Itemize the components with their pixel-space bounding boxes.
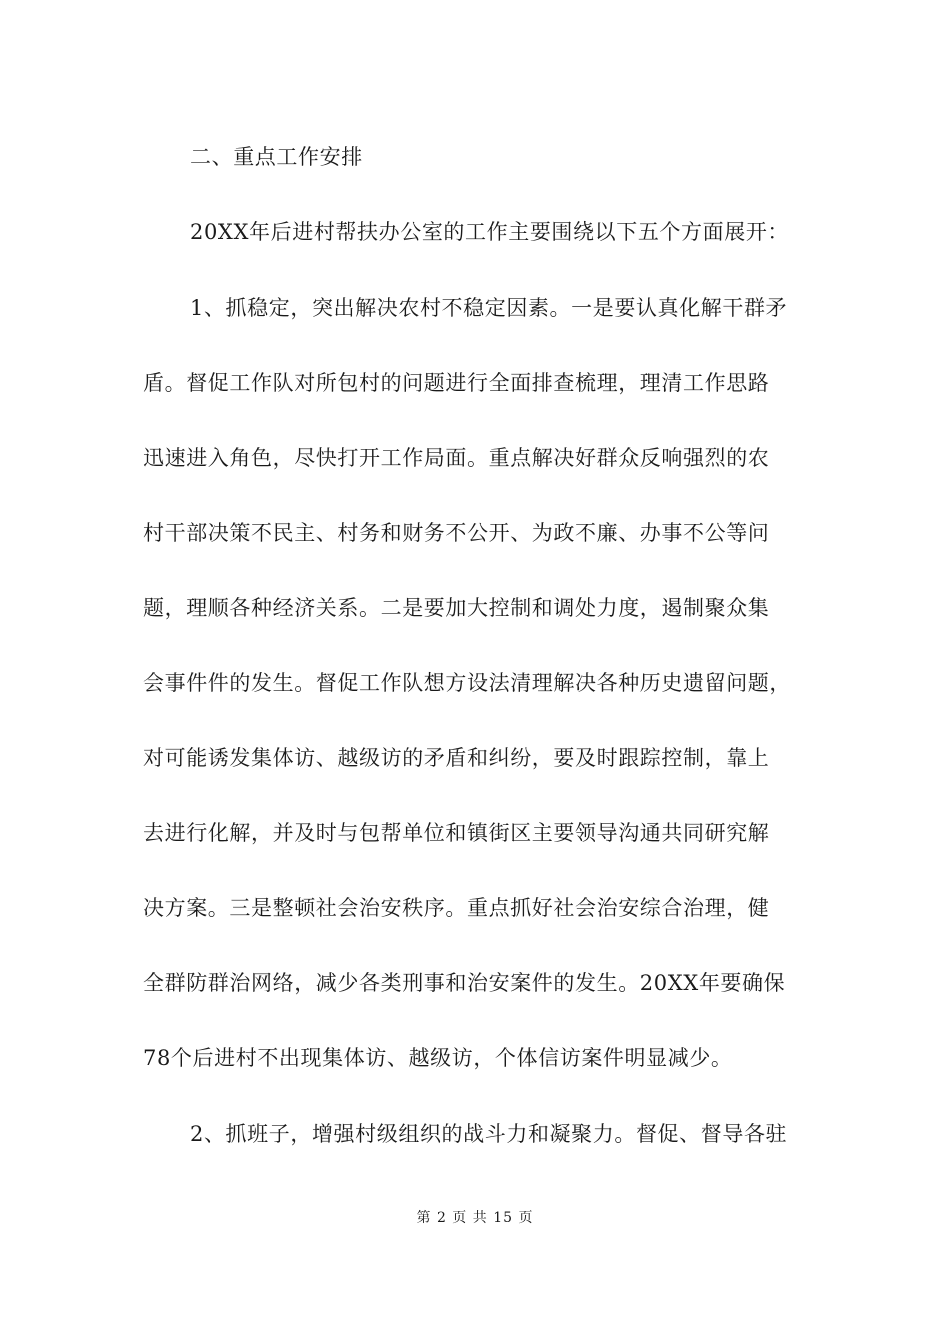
paragraph-line: 决方案。三是整顿社会治安秩序。重点抓好社会治安综合治理，健 (143, 896, 770, 920)
page-footer: 第 2 页 共 15 页 (416, 1210, 534, 1226)
paragraph-line: 78个后进村不出现集体访、越级访，个体信访案件明显减少。 (143, 1046, 733, 1070)
paragraph-line: 2、抓班子，增强村级组织的战斗力和凝聚力。督促、督导各驻 (190, 1122, 788, 1146)
paragraph-line: 去进行化解，并及时与包帮单位和镇街区主要领导沟通共同研究解 (143, 821, 770, 845)
paragraph-line: 全群防群治网络，减少各类刑事和治安案件的发生。20XX年要确保 (143, 971, 786, 995)
paragraph-line: 题，理顺各种经济关系。二是要加大控制和调处力度，遏制聚众集 (143, 596, 770, 620)
section-heading: 二、重点工作安排 (190, 145, 363, 169)
paragraph-line: 对可能诱发集体访、越级访的矛盾和纠纷，要及时跟踪控制，靠上 (143, 746, 770, 770)
paragraph-line: 20XX年后进村帮扶办公室的工作主要围绕以下五个方面展开： (190, 220, 790, 244)
paragraph-line: 盾。督促工作队对所包村的问题进行全面排查梳理，理清工作思路 (143, 371, 770, 395)
paragraph-line: 迅速进入角色，尽快打开工作局面。重点解决好群众反响强烈的农 (143, 446, 770, 470)
paragraph-line: 村干部决策不民主、村务和财务不公开、为政不廉、办事不公等问 (143, 521, 770, 545)
paragraph-line: 1、抓稳定，突出解决农村不稳定因素。一是要认真化解干群矛 (190, 296, 788, 320)
paragraph-line: 会事件件的发生。督促工作队想方设法清理解决各种历史遗留问题， (143, 671, 791, 695)
